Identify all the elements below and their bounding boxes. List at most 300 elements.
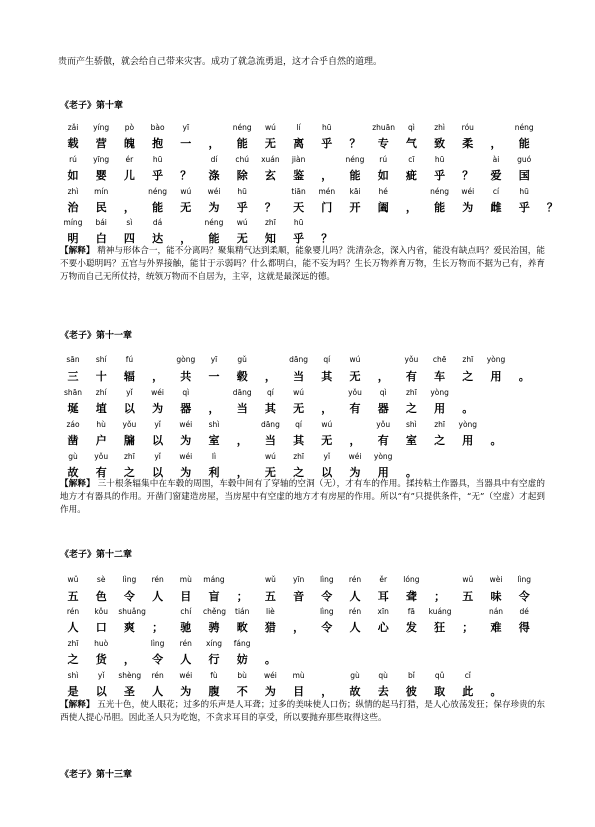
hanzi-char: 音 — [293, 590, 305, 603]
pinyin-syllable: yòng — [373, 452, 393, 461]
pinyin-syllable: cī — [408, 155, 415, 164]
hanzi-char: 其 — [321, 370, 333, 383]
pinyin-syllable: zhī — [67, 639, 79, 648]
hanzi-char: 为 — [180, 434, 192, 447]
hanzi-char: ， — [208, 137, 220, 150]
pinyin-syllable: shèng — [118, 671, 142, 680]
pinyin-syllable: gòng — [176, 355, 196, 364]
hanzi-char: 乎 — [236, 201, 248, 214]
hanzi-char: 驰 — [180, 621, 192, 634]
hanzi-char: 乎 — [293, 232, 305, 245]
pinyin-syllable: qù — [378, 671, 388, 680]
hanzi-char: 为 — [180, 466, 192, 479]
pinyin-syllable: zhī — [124, 452, 135, 461]
pinyin-syllable: zhì — [434, 123, 445, 132]
hanzi-char: 当 — [236, 402, 248, 415]
hanzi-char: 。 — [490, 685, 502, 698]
hanzi-char: 一 — [208, 370, 220, 383]
pinyin-syllable: néng — [514, 123, 534, 132]
pinyin-syllable: hū — [434, 155, 445, 164]
pinyin-syllable: lìng — [319, 575, 334, 584]
explanation-label: 【解释】 — [60, 700, 95, 710]
hanzi-char: 致 — [434, 137, 446, 150]
hanzi-char: 其 — [264, 402, 276, 415]
pinyin-syllable: rén — [179, 639, 192, 648]
pinyin-syllable: wǔ — [264, 575, 276, 584]
pinyin-syllable: fā — [407, 607, 416, 616]
hanzi-char: 彼 — [405, 685, 417, 698]
pinyin-syllable: qì — [379, 388, 387, 397]
pinyin-syllable: yǒu — [94, 452, 109, 461]
pinyin-syllable: qí — [266, 388, 274, 397]
hanzi-char: 有 — [405, 370, 417, 383]
pinyin-syllable: xíng — [205, 639, 223, 648]
hanzi-char: 抱 — [152, 137, 164, 150]
pinyin-syllable: zhī — [434, 420, 445, 429]
pinyin-syllable: wéi — [348, 452, 362, 461]
hanzi-char: 白 — [95, 232, 107, 245]
pinyin-syllable: yǒu — [122, 420, 137, 429]
pinyin-syllable: rén — [151, 575, 164, 584]
hanzi-char: 令 — [152, 653, 164, 666]
pinyin-syllable: shì — [406, 420, 417, 429]
pinyin-syllable: fú — [125, 355, 134, 364]
hanzi-char: 用 — [377, 466, 389, 479]
pinyin-syllable: hū — [152, 155, 163, 164]
pinyin-syllable: lí — [296, 123, 301, 132]
hanzi-char: 为 — [208, 201, 220, 214]
pinyin-syllable: chí — [180, 607, 192, 616]
hanzi-char: 无 — [321, 434, 333, 447]
pinyin-syllable: yīng — [93, 155, 110, 164]
pinyin-syllable: hū — [322, 123, 332, 132]
pinyin-syllable: lìng — [319, 607, 334, 616]
pinyin-syllable: lìng — [150, 639, 165, 648]
pinyin-syllable: rén — [66, 607, 80, 616]
pinyin-syllable: ěr — [379, 575, 388, 584]
hanzi-char: 狂 — [434, 621, 446, 634]
pinyin-syllable: zhī — [462, 355, 474, 364]
pinyin-syllable: ér — [125, 155, 134, 164]
chapter-title: 《老子》第十三章 — [60, 770, 133, 780]
hanzi-char: 盲 — [208, 590, 220, 603]
pinyin-syllable: dāng — [232, 388, 252, 397]
hanzi-char: 耳 — [377, 590, 389, 603]
hanzi-char: 为 — [462, 201, 474, 214]
pinyin-syllable: rén — [348, 575, 362, 584]
pinyin-syllable: zhī — [406, 388, 417, 397]
hanzi-char: 乎 — [518, 201, 530, 214]
hanzi-char: 畋 — [236, 621, 248, 634]
hanzi-char: ； — [434, 590, 446, 603]
hanzi-char: 得 — [518, 621, 530, 634]
hanzi-char: ； — [236, 590, 248, 603]
hanzi-char: 故 — [67, 466, 79, 479]
hanzi-char: 当 — [293, 370, 305, 383]
pinyin-syllable: tián — [235, 607, 250, 616]
pinyin-syllable: qǔ — [434, 671, 445, 680]
pinyin-syllable: mín — [94, 187, 109, 196]
explanation-label: 【解释】 — [60, 246, 95, 256]
pinyin-syllable: jiàn — [291, 155, 306, 164]
hanzi-char: 有 — [95, 466, 107, 479]
pinyin-syllable: chěng — [203, 607, 227, 616]
hanzi-char: 能 — [152, 201, 164, 214]
hanzi-char: 能 — [349, 169, 361, 182]
pinyin-syllable: máng — [203, 575, 225, 584]
pinyin-syllable: cǐ — [464, 671, 471, 680]
pinyin-syllable: qì — [182, 388, 190, 397]
pinyin-syllable: wéi — [179, 452, 193, 461]
hanzi-char: 凿 — [67, 434, 79, 447]
pinyin-syllable: sān — [66, 355, 80, 364]
hanzi-char: 。 — [264, 653, 276, 666]
pinyin-syllable: néng — [148, 187, 168, 196]
hanzi-char: 室 — [405, 434, 417, 447]
pinyin-syllable: dāng — [260, 420, 280, 429]
hanzi-char: 国 — [518, 169, 530, 182]
hanzi-char: 婴 — [95, 169, 107, 182]
hanzi-char: 门 — [321, 201, 333, 214]
hanzi-char: 口 — [95, 621, 107, 634]
pinyin-syllable: róu — [461, 123, 474, 132]
pinyin-syllable: mén — [318, 187, 336, 196]
hanzi-char: 其 — [293, 434, 305, 447]
pinyin-syllable: dé — [519, 607, 529, 616]
pinyin-syllable: yòng — [486, 355, 506, 364]
hanzi-char: 取 — [434, 685, 446, 698]
hanzi-char: 人 — [152, 685, 164, 698]
hanzi-char: 室 — [208, 434, 220, 447]
pinyin-syllable: liè — [265, 607, 275, 616]
pinyin-syllable: shí — [95, 355, 107, 364]
hanzi-char: ， — [123, 201, 135, 214]
hanzi-char: 雌 — [490, 201, 502, 214]
pinyin-syllable: yīn — [292, 575, 305, 584]
hanzi-char: 如 — [377, 169, 389, 182]
pinyin-syllable: wú — [321, 420, 333, 429]
hanzi-char: 目 — [180, 590, 192, 603]
pinyin-syllable: bù — [237, 671, 247, 680]
hanzi-char: 专 — [377, 137, 389, 150]
hanzi-char: 骋 — [208, 621, 220, 634]
hanzi-char: 共 — [180, 370, 192, 383]
hanzi-char: 能 — [236, 137, 248, 150]
hanzi-char: 营 — [95, 137, 107, 150]
pinyin-syllable: wéi — [179, 420, 193, 429]
pinyin-syllable: hū — [519, 187, 529, 196]
pinyin-syllable: wú — [236, 218, 248, 227]
pinyin-syllable: hū — [237, 187, 247, 196]
hanzi-char: 有 — [349, 402, 361, 415]
pinyin-syllable: zhī — [265, 218, 276, 227]
pinyin-syllable: yǒu — [404, 355, 419, 364]
hanzi-char: 气 — [405, 137, 417, 150]
hanzi-char: 为 — [152, 402, 164, 415]
hanzi-char: 之 — [434, 434, 446, 447]
pinyin-syllable: yǐ — [154, 420, 161, 429]
hanzi-char: 治 — [67, 201, 79, 214]
pinyin-syllable: qì — [407, 123, 415, 132]
hanzi-char: ， — [236, 434, 248, 447]
hanzi-char: ， — [180, 232, 192, 245]
hanzi-char: 三 — [67, 370, 79, 383]
pinyin-syllable: bǐ — [407, 671, 415, 680]
hanzi-char: 以 — [152, 466, 164, 479]
pinyin-syllable: yǐ — [126, 388, 133, 397]
pinyin-syllable: fù — [210, 671, 218, 680]
hanzi-char: 鉴 — [293, 169, 305, 182]
hanzi-char: 以 — [321, 466, 333, 479]
hanzi-char: 除 — [236, 169, 248, 182]
hanzi-char: 。 — [405, 466, 417, 479]
hanzi-char: ； — [462, 621, 474, 634]
pinyin-syllable: rén — [151, 671, 164, 680]
hanzi-char: ？ — [321, 232, 333, 245]
pinyin-syllable: shuǎng — [118, 607, 146, 616]
pinyin-syllable: wǔ — [67, 575, 79, 584]
pinyin-syllable: bào — [150, 123, 165, 132]
hanzi-char: 以 — [123, 402, 135, 415]
hanzi-char: 无 — [180, 201, 192, 214]
intro-text: 贵而产生骄傲，就会给自己带来灾害。成功了就急流勇退，这才合乎自然的道理。 — [58, 57, 383, 67]
hanzi-char: 目 — [293, 685, 305, 698]
hanzi-char: ， — [152, 370, 164, 383]
pinyin-syllable: yǐ — [323, 452, 331, 461]
hanzi-char: 无 — [293, 402, 305, 415]
pinyin-syllable: ài — [492, 155, 500, 164]
hanzi-char: 色 — [95, 590, 107, 603]
pinyin-syllable: yòng — [458, 420, 478, 429]
pinyin-syllable: néng — [345, 155, 365, 164]
hanzi-char: 用 — [490, 370, 502, 383]
hanzi-char: 为 — [180, 685, 192, 698]
pinyin-syllable: kāi — [349, 187, 361, 196]
pinyin-syllable: lìng — [517, 575, 532, 584]
pinyin-syllable: lóng — [403, 575, 420, 584]
hanzi-char: 为 — [264, 685, 276, 698]
pinyin-syllable: shān — [63, 388, 82, 397]
hanzi-char: 人 — [180, 653, 192, 666]
hanzi-char: 令 — [123, 590, 135, 603]
pinyin-syllable: wú — [293, 388, 305, 397]
pinyin-syllable: rú — [69, 155, 77, 164]
hanzi-char: 一 — [180, 137, 192, 150]
hanzi-char: 用 — [462, 434, 474, 447]
hanzi-char: 此 — [462, 685, 474, 698]
hanzi-char: ， — [490, 137, 502, 150]
hanzi-char: 离 — [293, 137, 305, 150]
pinyin-syllable: wéi — [461, 187, 475, 196]
hanzi-char: 明 — [67, 232, 79, 245]
hanzi-char: 人 — [349, 621, 361, 634]
hanzi-char: 用 — [434, 402, 446, 415]
hanzi-char: 无 — [264, 466, 276, 479]
hanzi-char: 妨 — [236, 653, 248, 666]
hanzi-char: ， — [208, 402, 220, 415]
pinyin-syllable: wú — [264, 452, 276, 461]
pinyin-syllable: wéi — [151, 388, 165, 397]
pinyin-syllable: xīn — [377, 607, 389, 616]
hanzi-char: 乎 — [321, 137, 333, 150]
pinyin-syllable: míng — [63, 218, 83, 227]
hanzi-char: 牖 — [123, 434, 135, 447]
hanzi-char: 车 — [434, 370, 446, 383]
hanzi-char: 为 — [349, 466, 361, 479]
hanzi-char: 十 — [95, 370, 107, 383]
explanation-text: 精神与形体合一，能不分离吗？聚集精气达到柔顺，能象婴儿吗？洗清杂念，深入内省，能没有缺点吗？爱民治国，能不要小聪明吗？五官与外界接触，能甘于示弱吗？什么都明白，能不妄为吗？生长万物养育万物，生长万物而不据为己有，养育万物而自己无所仗持，统领万物而不自居为，主宰，这就是最深远的德。 — [60, 246, 545, 282]
pinyin-syllable: sì — [126, 218, 133, 227]
hanzi-char: ？ — [180, 169, 192, 182]
explanation-text: 三十根条辐集中在车毂的周围，车毂中间有了穿轴的空洞（无），才有车的作用。揉抟粘土作器具，当器具中有空虚的地方才有器具的作用。开凿门窗建造房屋，当房屋中有空虚的地方才有房屋的作用。所以“有”只提供条件，“无”（空虚）才起到作用。 — [60, 479, 545, 515]
pinyin-syllable: chē — [432, 355, 447, 364]
hanzi-char: 四 — [123, 232, 135, 245]
explanation-text: 五光十色，使人眼花；过多的乐声是人耳聋；过多的美味使人口伤；纵情的起马打猎，是人心放荡发狂；保存珍贵的东西使人提心吊胆。因此圣人只为吃饱，不贪求耳目的享受，所以要抛弃那些取得这些。 — [60, 700, 545, 723]
hanzi-char: ？ — [349, 137, 361, 150]
pinyin-syllable: pò — [124, 123, 135, 132]
hanzi-char: 猎 — [264, 621, 276, 634]
hanzi-char: 辐 — [123, 370, 135, 383]
hanzi-char: ， — [349, 434, 361, 447]
explanation — [60, 478, 545, 517]
hanzi-char: 令 — [321, 590, 333, 603]
hanzi-char: 民 — [95, 201, 107, 214]
hanzi-char: 疵 — [405, 169, 417, 182]
pinyin-syllable: gǔ — [237, 355, 247, 364]
pinyin-syllable: shì — [67, 671, 79, 680]
pinyin-syllable: lìng — [122, 575, 137, 584]
hanzi-char: 人 — [152, 590, 164, 603]
pinyin-syllable: zhuān — [372, 123, 395, 132]
hanzi-char: 当 — [264, 434, 276, 447]
hanzi-char: ， — [321, 685, 333, 698]
pinyin-syllable: wèi — [489, 575, 503, 584]
hanzi-char: 五 — [462, 590, 474, 603]
hanzi-char: 能 — [518, 137, 530, 150]
hanzi-char: 玄 — [264, 169, 276, 182]
hanzi-char: 阖 — [377, 201, 389, 214]
hanzi-char: 开 — [349, 201, 361, 214]
hanzi-char: 不 — [236, 685, 248, 698]
pinyin-syllable: qí — [295, 420, 303, 429]
pinyin-syllable: yǐ — [97, 671, 105, 680]
pinyin-syllable: yī — [182, 123, 190, 132]
pinyin-syllable: dí — [210, 155, 218, 164]
explanation — [60, 699, 545, 725]
hanzi-char: 圣 — [123, 685, 135, 698]
hanzi-char: 令 — [321, 621, 333, 634]
chapter-title: 《老子》第十二章 — [60, 550, 133, 560]
pinyin-syllable: zhí — [95, 388, 107, 397]
hanzi-char: ？ — [462, 169, 474, 182]
pinyin-syllable: yǒu — [348, 388, 362, 397]
pinyin-syllable: néng — [204, 218, 224, 227]
hanzi-char: 是 — [67, 685, 79, 698]
pinyin-syllable: mù — [292, 671, 305, 680]
pinyin-syllable: yī — [210, 355, 218, 364]
hanzi-char: 之 — [405, 402, 417, 415]
hanzi-char: ？ — [264, 201, 276, 214]
pinyin-syllable: kǒu — [94, 607, 109, 616]
hanzi-char: 埴 — [95, 402, 107, 415]
hanzi-char: 毂 — [236, 370, 248, 383]
pinyin-syllable: wú — [264, 123, 276, 132]
hanzi-char: 人 — [349, 590, 361, 603]
hanzi-char: 无 — [349, 370, 361, 383]
hanzi-char: 心 — [377, 621, 389, 634]
pinyin-syllable: gù — [350, 671, 360, 680]
pinyin-syllable: wéi — [207, 187, 221, 196]
hanzi-char: ？ — [546, 201, 558, 214]
pinyin-syllable: wéi — [263, 671, 277, 680]
hanzi-char: ， — [377, 370, 389, 383]
pinyin-syllable: kuáng — [428, 607, 452, 616]
hanzi-char: 去 — [377, 685, 389, 698]
hanzi-char: 以 — [152, 434, 164, 447]
pinyin-syllable: gù — [68, 452, 78, 461]
pinyin-syllable: rú — [379, 155, 388, 164]
pinyin-syllable: yòng — [430, 388, 449, 397]
hanzi-char: ， — [293, 621, 305, 634]
pinyin-syllable: wéi — [179, 671, 193, 680]
hanzi-char: ， — [123, 653, 135, 666]
hanzi-char: 乎 — [434, 169, 446, 182]
hanzi-char: 之 — [462, 370, 474, 383]
hanzi-char: ， — [321, 169, 333, 182]
pinyin-syllable: mù — [179, 575, 192, 584]
hanzi-char: 魄 — [123, 137, 135, 150]
pinyin-syllable: hé — [378, 187, 388, 196]
hanzi-char: 发 — [405, 621, 417, 634]
pinyin-syllable: rén — [348, 607, 362, 616]
hanzi-char: ， — [236, 466, 248, 479]
pinyin-syllable: yíng — [93, 123, 110, 132]
pinyin-syllable: néng — [232, 123, 252, 132]
pinyin-syllable: wú — [349, 355, 361, 364]
hanzi-char: 之 — [67, 653, 79, 666]
pinyin-syllable: zhì — [67, 187, 79, 196]
hanzi-char: 涤 — [208, 169, 220, 182]
hanzi-char: 。 — [518, 370, 530, 383]
hanzi-char: 柔 — [462, 137, 474, 150]
hanzi-char: 以 — [95, 685, 107, 698]
pinyin-syllable: shì — [208, 420, 220, 429]
chapter-title: 《老子》第十章 — [60, 101, 124, 111]
pinyin-syllable: dá — [152, 218, 163, 227]
pinyin-syllable: cí — [492, 187, 500, 196]
pinyin-syllable: wú — [180, 187, 192, 196]
hanzi-char: 味 — [490, 590, 502, 603]
hanzi-char: ； — [152, 621, 164, 634]
pinyin-syllable: bái — [95, 218, 107, 227]
hanzi-char: ， — [321, 402, 333, 415]
hanzi-char: 。 — [462, 402, 474, 415]
hanzi-char: 户 — [95, 434, 107, 447]
hanzi-char: 无 — [264, 137, 276, 150]
pinyin-syllable: hù — [96, 420, 106, 429]
hanzi-char: 爽 — [123, 621, 135, 634]
pinyin-syllable: nán — [488, 607, 504, 616]
pinyin-syllable: zhī — [293, 452, 304, 461]
hanzi-char: 故 — [349, 685, 361, 698]
hanzi-char: 难 — [490, 621, 502, 634]
hanzi-char: 器 — [180, 402, 192, 415]
hanzi-char: ， — [405, 201, 417, 214]
hanzi-char: 令 — [518, 590, 530, 603]
hanzi-char: 天 — [293, 201, 305, 214]
explanation-label: 【解释】 — [60, 479, 95, 489]
hanzi-char: ， — [264, 370, 276, 383]
